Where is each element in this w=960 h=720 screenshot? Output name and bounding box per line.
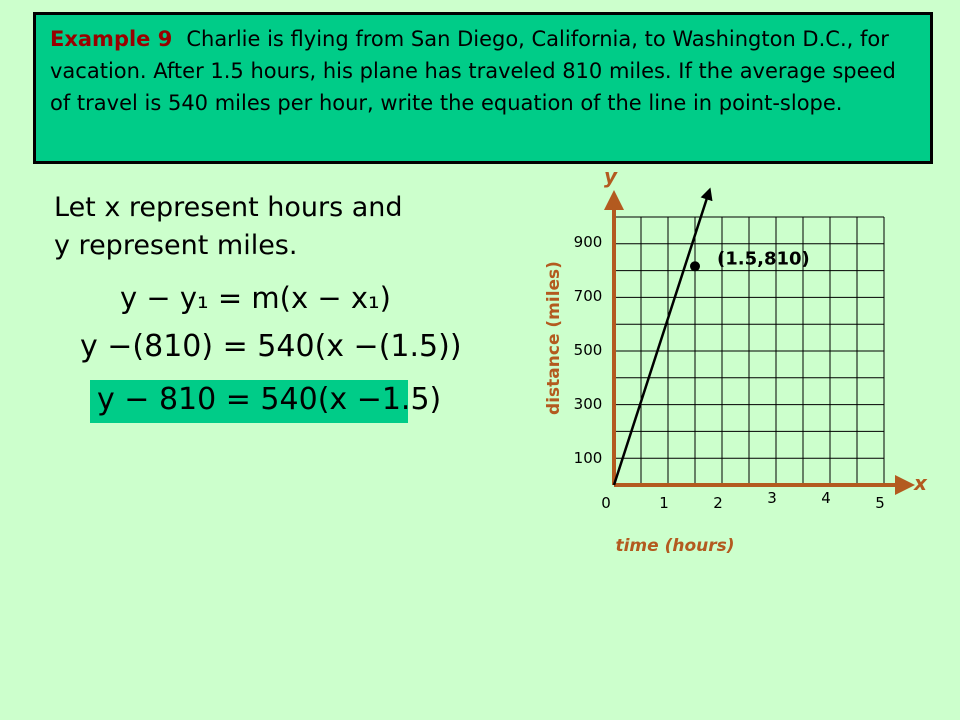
equation-final: y − 810 = 540(x −1.5) bbox=[97, 382, 442, 417]
x-axis-title: time (hours) bbox=[615, 536, 735, 556]
intro-line-2: y represent miles. bbox=[54, 230, 298, 261]
x-tick-label: 4 bbox=[821, 489, 831, 507]
highlight-point bbox=[690, 261, 700, 271]
problem-body: Charlie is flying from San Diego, California, to Washington D.C., for vacation. After 1.5 hours, his plane has traveled 810 miles. If the average speed of travel is 540 miles per hour, write the equation of the line in point-slope. bbox=[50, 27, 896, 115]
y-tick-label: 700 bbox=[573, 287, 603, 305]
y-axis-title: distance (miles) bbox=[544, 261, 564, 415]
equation-general: y − y₁ = m(x − x₁) bbox=[120, 281, 391, 315]
equation-substituted: y −(810) = 540(x −(1.5)) bbox=[80, 329, 462, 364]
problem-label: Example 9 bbox=[50, 27, 173, 51]
highlight-point-label: (1.5,810) bbox=[717, 248, 810, 270]
x-tick-label: 2 bbox=[713, 494, 723, 512]
x-axis-letter: x bbox=[914, 471, 927, 495]
x-tick-label: 3 bbox=[767, 489, 777, 507]
y-tick-label: 100 bbox=[573, 449, 603, 467]
y-tick-label: 500 bbox=[573, 341, 603, 359]
x-tick-label: 1 bbox=[659, 494, 669, 512]
x-tick-label: 0 bbox=[601, 494, 611, 512]
y-tick-label: 300 bbox=[573, 395, 603, 413]
series-line bbox=[614, 193, 709, 485]
x-tick-label: 5 bbox=[875, 494, 885, 512]
y-tick-label: 900 bbox=[573, 233, 603, 251]
y-axis-letter: y bbox=[604, 164, 618, 188]
intro-line-1: Let x represent hours and bbox=[54, 192, 403, 223]
